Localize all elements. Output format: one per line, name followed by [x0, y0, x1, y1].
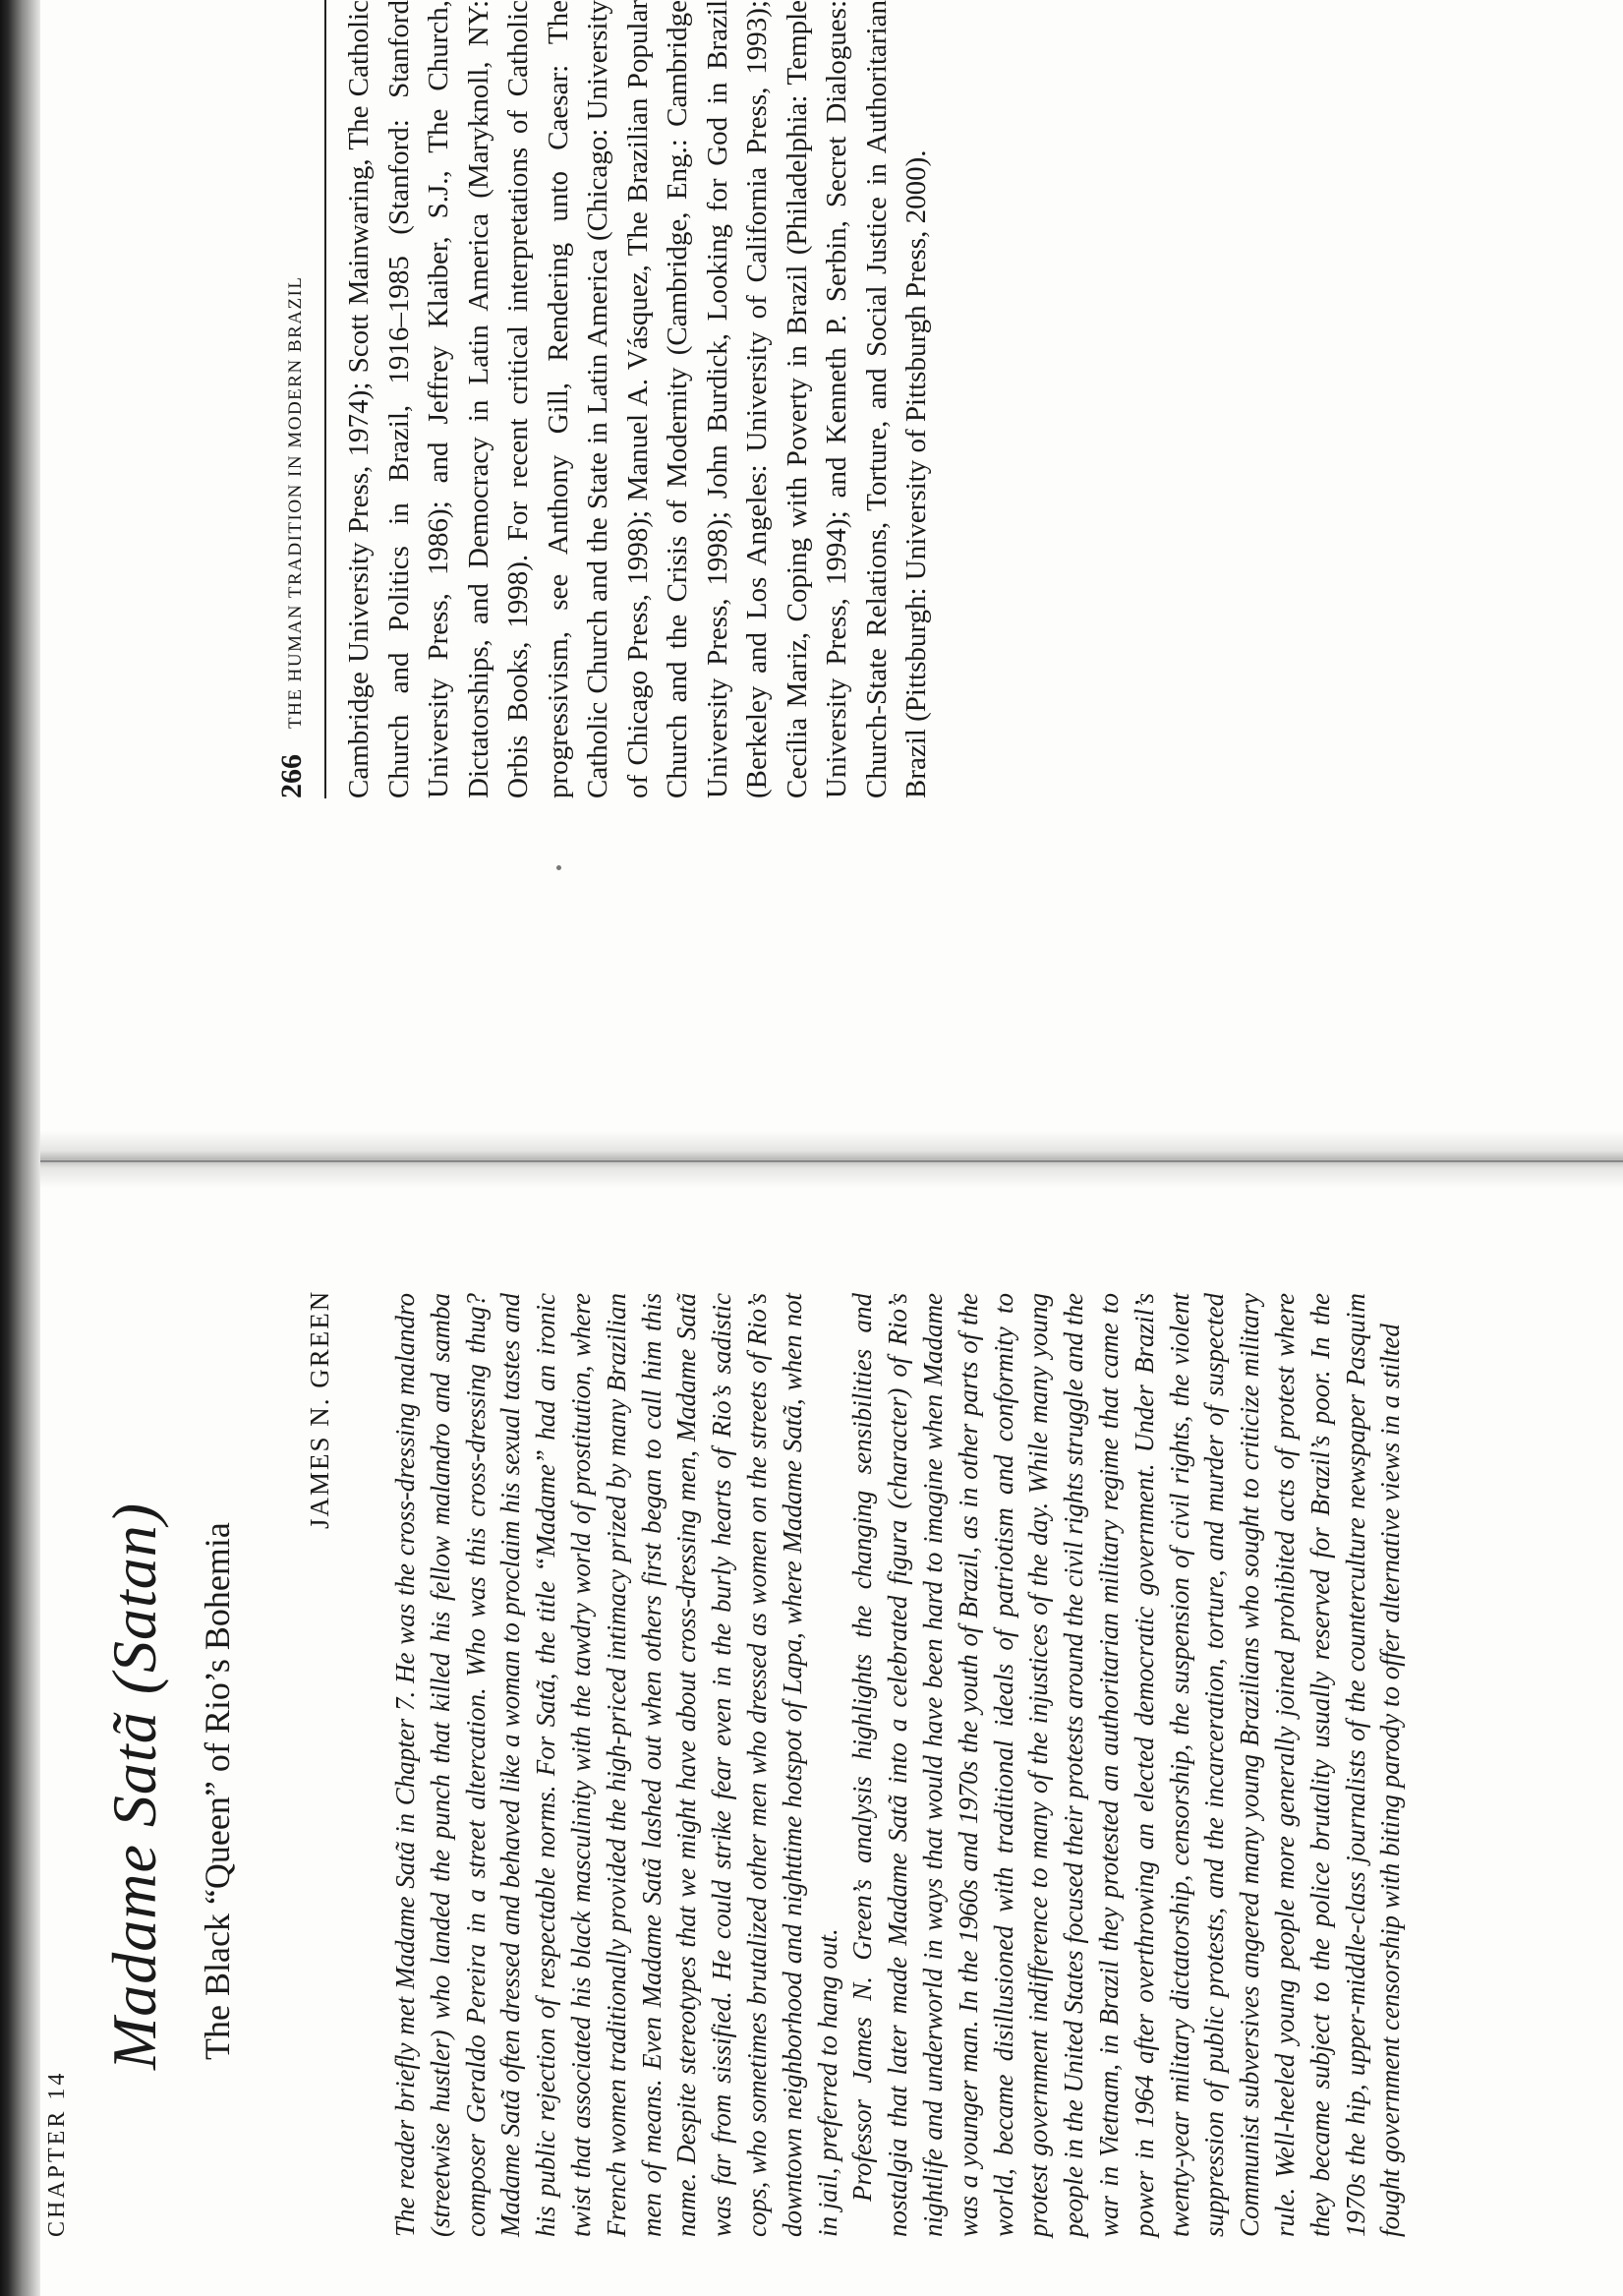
running-header — [275, 51, 315, 798]
left-page — [0, 0, 1623, 1131]
chapter-label: CHAPTER 14 — [44, 2070, 70, 2237]
chapter-author: JAMES N. GREEN — [305, 1289, 334, 1529]
intro-paragraph: Professor James N. Green’s analysis highlights the changing sensibilities and nostalgia that later made Madame Satã into a celebrated figura (character) of Rio’s nightlife and underworld in ways that would have been hard to imagine when Madame was a younger man. In the 1960s and 1970s the youth of Brazil, as in other parts of the world, became disillusioned with traditional ideals of patriotism and conformity to protest government indifference to many of the injustices of the day. While many young people in the United States focused their protests around the civil rights struggle and the war in Vietnam, in Brazil they protested an authoritarian military regime that came to power in 1964 after overthrowing an elected democratic government. Under Brazil’s twenty-year military dictatorship, censorship, the suspension of civil rights, the violent suppression of public protests, and the incarceration, torture, and murder of suspected Communist subversives angered many young Brazilians who sought to criticize military rule. Well-heeled young people more generally joined prohibited acts of protest where they became subject to the police brutality usually reserved for Brazil’s poor. In the 1970s the hip, upper-middle-class journalists of the counterculture newspaper Pasquim fought government censorship with biting parody to offer alternative views in a stilted — [847, 1293, 1406, 2237]
chapter-subtitle: The Black “Queen” of Rio’s Bohemia — [198, 1522, 237, 2060]
running-title: THE HUMAN TRADITION IN MODERN BRAZIL — [285, 275, 306, 729]
left-page-content — [0, 0, 1623, 1131]
header-rule — [324, 0, 326, 798]
right-page-content — [0, 1188, 1623, 2296]
page-number: 266 — [275, 754, 308, 798]
right-page — [0, 1188, 1623, 2296]
binding-line — [0, 1160, 1623, 1162]
chapter-introduction — [388, 1293, 1409, 2237]
chapter-title: Madame Satã (Satan) — [99, 1501, 169, 2070]
binding-gutter — [0, 1131, 1623, 1188]
intro-paragraph: The reader briefly met Madame Satã in Chapter 7. He was the cross-dressing malandro (streetwise hustler) who landed the punch that killed his fellow malandro and samba composer Geraldo Pereira in a street altercation. Who was this cross-dressing thug? Madame Satã often dressed and behaved like a woman to proclaim his sexual tastes and his public rejection of respectable norms. For Satã, the title “Madame” had an ironic twist that associated his black masculinity with the tawdry world of prostitution, where French women traditionally provided the high-priced intimacy prized by many Brazilian men of means. Even Madame Satã lashed out when others first began to call him this name. Despite stereotypes that we might have about cross-dressing men, Madame Satã was far from sissified. He could strike fear even in the burly hearts of Rio’s sadistic cops, who sometimes brutalized other men who dressed as women on the streets of Rio’s downtown neighborhood and nighttime hotspot of Lapa, where Madame Satã, when not in jail, preferred to hang out. — [390, 1293, 842, 2237]
bibliography-text: Cambridge University Press, 1974); Scott Mainwaring, The Catholic Church and Politics in Brazil, 1916–1985 (Stanford: Stanford University Press, 1986); and Jeffrey Klaiber, S.J., The Church, Dictatorships, and Democracy in Latin America (Maryknoll, NY: Orbis Books, 1998). For recent critical interpretations of Catholic progressivism, see Anthony Gill, Rendering unto Caesar: The Catholic Church and the State in Latin America (Chicago: University of Chicago Press, 1998); Manuel A. Vásquez, The Brazilian Popular Church and the Crisis of Modernity (Cambridge, Eng.: Cambridge University Press, 1998); John Burdick, Looking for God in Brazil (Berkeley and Los Angeles: University of California Press, 1993); Cecília Mariz, Coping with Poverty in Brazil (Philadelphia: Temple University Press, 1994); and Kenneth P. Serbin, Secret Dialogues: Church-State Relations, Torture, and Social Justice in Authoritarian Brazil (Pittsburgh: University of Pittsburgh Press, 2000). — [343, 0, 932, 798]
